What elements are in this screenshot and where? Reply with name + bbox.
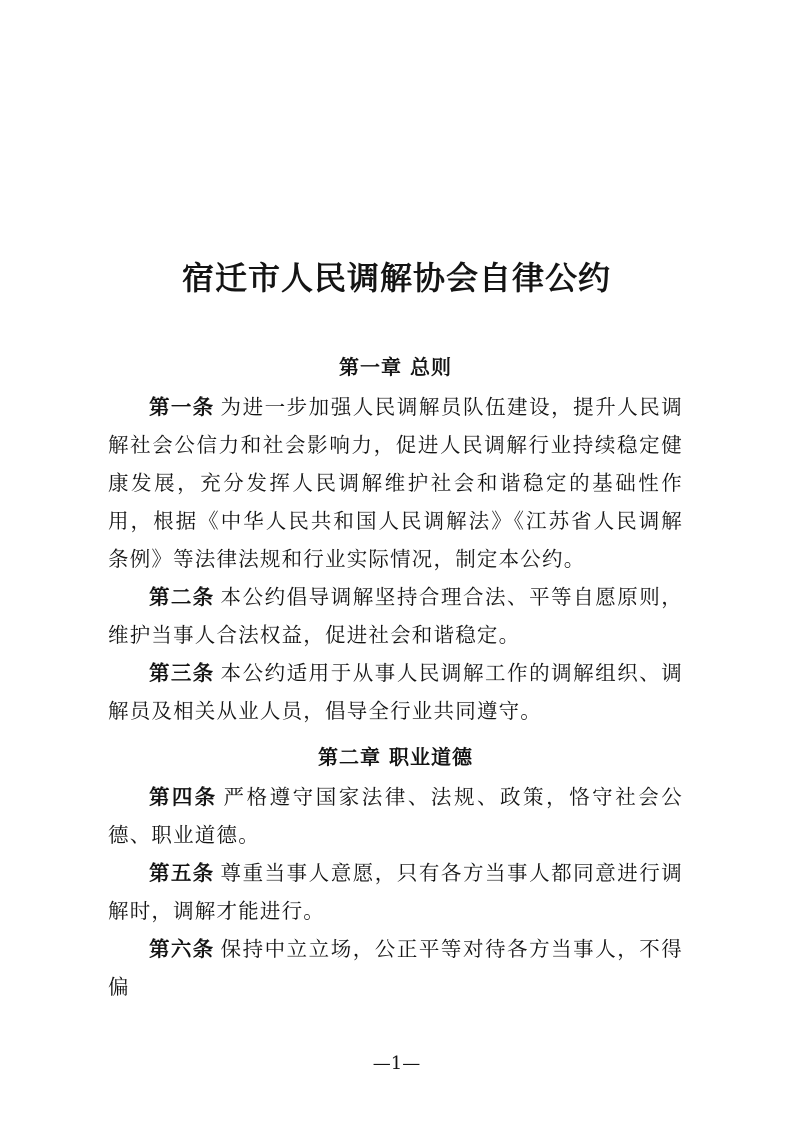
document-title: 宿迁市人民调解协会自律公约 [181,259,611,297]
article-number: 第五条 [149,861,215,885]
article-number: 第四条 [149,785,218,809]
article-number: 第一条 [149,395,215,419]
article-paragraph [108,388,683,578]
article-paragraph [108,930,683,1006]
article-text: 保持中立立场，公正平等对待各方当事人，不得偏 [108,937,684,999]
article-text: 本公约倡导调解坚持合理合法、平等自愿原则，维护当事人合法权益，促进社会和谐稳定。 [108,585,684,647]
article-paragraph [108,578,683,654]
document-body [108,346,683,1006]
article-paragraph [108,654,683,730]
article-text: 本公约适用于从事人民调解工作的调解组织、调解员及相关从业人员，倡导全行业共同遵守。 [108,661,684,723]
chapter-heading: 第二章 职业道德 [318,745,473,769]
page-number: —1— [372,1053,421,1074]
article-number: 第六条 [149,937,215,961]
article-number: 第三条 [149,661,215,685]
article-text: 尊重当事人意愿，只有各方当事人都同意进行调解时，调解才能进行。 [108,861,684,923]
article-text: 严格遵守国家法律、法规、政策，恪守社会公德、职业道德。 [108,785,684,847]
article-number: 第二条 [149,585,215,609]
article-text: 为进一步加强人民调解员队伍建设，提升人民调解社会公信力和社会影响力，促进人民调解行业持续稳定健康发展，充分发挥人民调解维护社会和谐稳定的基础性作用，根据《中华人民共和国人民调解法》《江苏省人民调解条例》等法律法规和行业实际情况，制定本公约。 [108,395,684,571]
chapter-heading: 第一章 总则 [339,355,452,379]
article-paragraph [108,778,683,854]
article-paragraph [108,854,683,930]
